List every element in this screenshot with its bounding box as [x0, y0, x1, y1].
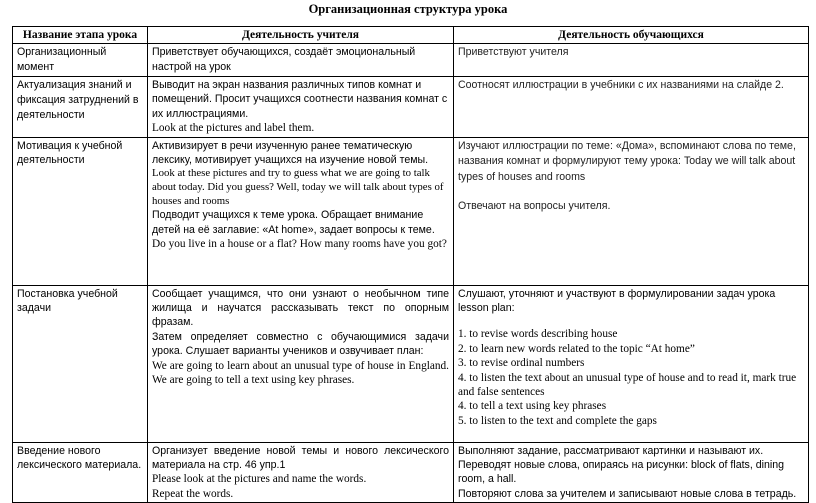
teacher-cell: Выводит на экран названия различных типов комнат и помещений. Просит учащихся соотнести названия комнат с их иллюстрациями. Look at the pictures and label them. — [148, 77, 454, 138]
stage-cell: Постановка учебной задачи — [13, 285, 148, 442]
plan-item: 4. to tell a text using key phrases — [458, 400, 607, 413]
stage-cell: Мотивация к учебной деятельности — [13, 137, 148, 285]
plan-item: 5. to listen to the text and complete the gaps — [458, 414, 657, 427]
table-header-row — [13, 27, 809, 44]
stage-cell: Организационный момент — [13, 44, 148, 77]
table-row — [13, 44, 809, 77]
students-cell: Приветствуют учителя — [454, 44, 809, 77]
students-cell: Слушают, уточняют и участвуют в формулировании задач урока lesson plan: 1. to revise words describing house 2. to learn new words related to the topic “At home” 3. to revise ordinal numbers 4. to listen the text about an unusual type of house and to read it, mark true and false sentences 4. to tell a text using key phrases 5. to listen to the text and complete the gaps — [454, 285, 809, 442]
table-row — [13, 137, 809, 285]
teacher-cell: Приветствует обучающихся, создаёт эмоциональный настрой на урок — [148, 44, 454, 77]
teacher-cell: Активизирует в речи изученную ранее тематическую лексику, мотивирует учащихся на изучение новой темы. Look at these pictures and try to guess what we are going to talk about today. Did you guess? Well, today we will talk about types of houses and rooms Подводит учащихся к теме урока. Обращает внимание детей на её заглавие: «At home», задает вопросы к теме. Do you live in a house or a flat? How many rooms have you got? — [148, 137, 454, 285]
teacher-cell: Организует введение новой темы и нового лексического материала на стр. 46 упр.1 Please look at the pictures and name the words. Repeat the words. — [148, 442, 454, 503]
teacher-cell: Сообщает учащимся, что они узнают о необычном типе жилища и научатся рассказывать текст по опорным фразам. Затем определяет совместно с обучающимися задачи урока. Слушает варианты учеников и озвучивает план: We are going to learn about an unusual type of house in England. We are going to tell a text using key phrases. — [148, 285, 454, 442]
page-title: Организационная структура урока — [308, 2, 508, 16]
plan-item: 4. to listen the text about an unusual type of house and to read it, mark true and false sentences — [458, 371, 797, 399]
header-students: Деятельность обучающихся — [454, 27, 809, 44]
students-cell: Выполняют задание, рассматривают картинки и называют их. Переводят новые слова, опираясь на рисунки: block of flats, dining room, a hall. Повторяют слова за учителем и записывают новые слова в тетрадь. — [454, 442, 809, 503]
students-cell: Изучают иллюстрации по теме: «Дома», вспоминают слова по теме, названия комнат и формулируют тему урока: Today we will talk about types of houses and rooms Отвечают на вопросы учителя. — [454, 137, 809, 285]
table-row — [13, 285, 809, 442]
table-row — [13, 442, 809, 503]
lesson-structure-table — [12, 26, 809, 503]
header-teacher: Деятельность учителя — [148, 27, 454, 44]
header-stage: Название этапа урока — [13, 27, 148, 44]
table-row — [13, 77, 809, 138]
stage-cell: Введение нового лексического материала. — [13, 442, 148, 503]
students-cell: Соотносят иллюстрации в учебники с их названиями на слайде 2. — [454, 77, 809, 138]
plan-item: 2. to learn new words related to the topic “At home” — [458, 342, 695, 355]
plan-item: 3. to revise ordinal numbers — [458, 357, 585, 370]
plan-item: 1. to revise words describing house — [458, 328, 618, 341]
stage-cell: Актуализация знаний и фиксация затруднений в деятельности — [13, 77, 148, 138]
